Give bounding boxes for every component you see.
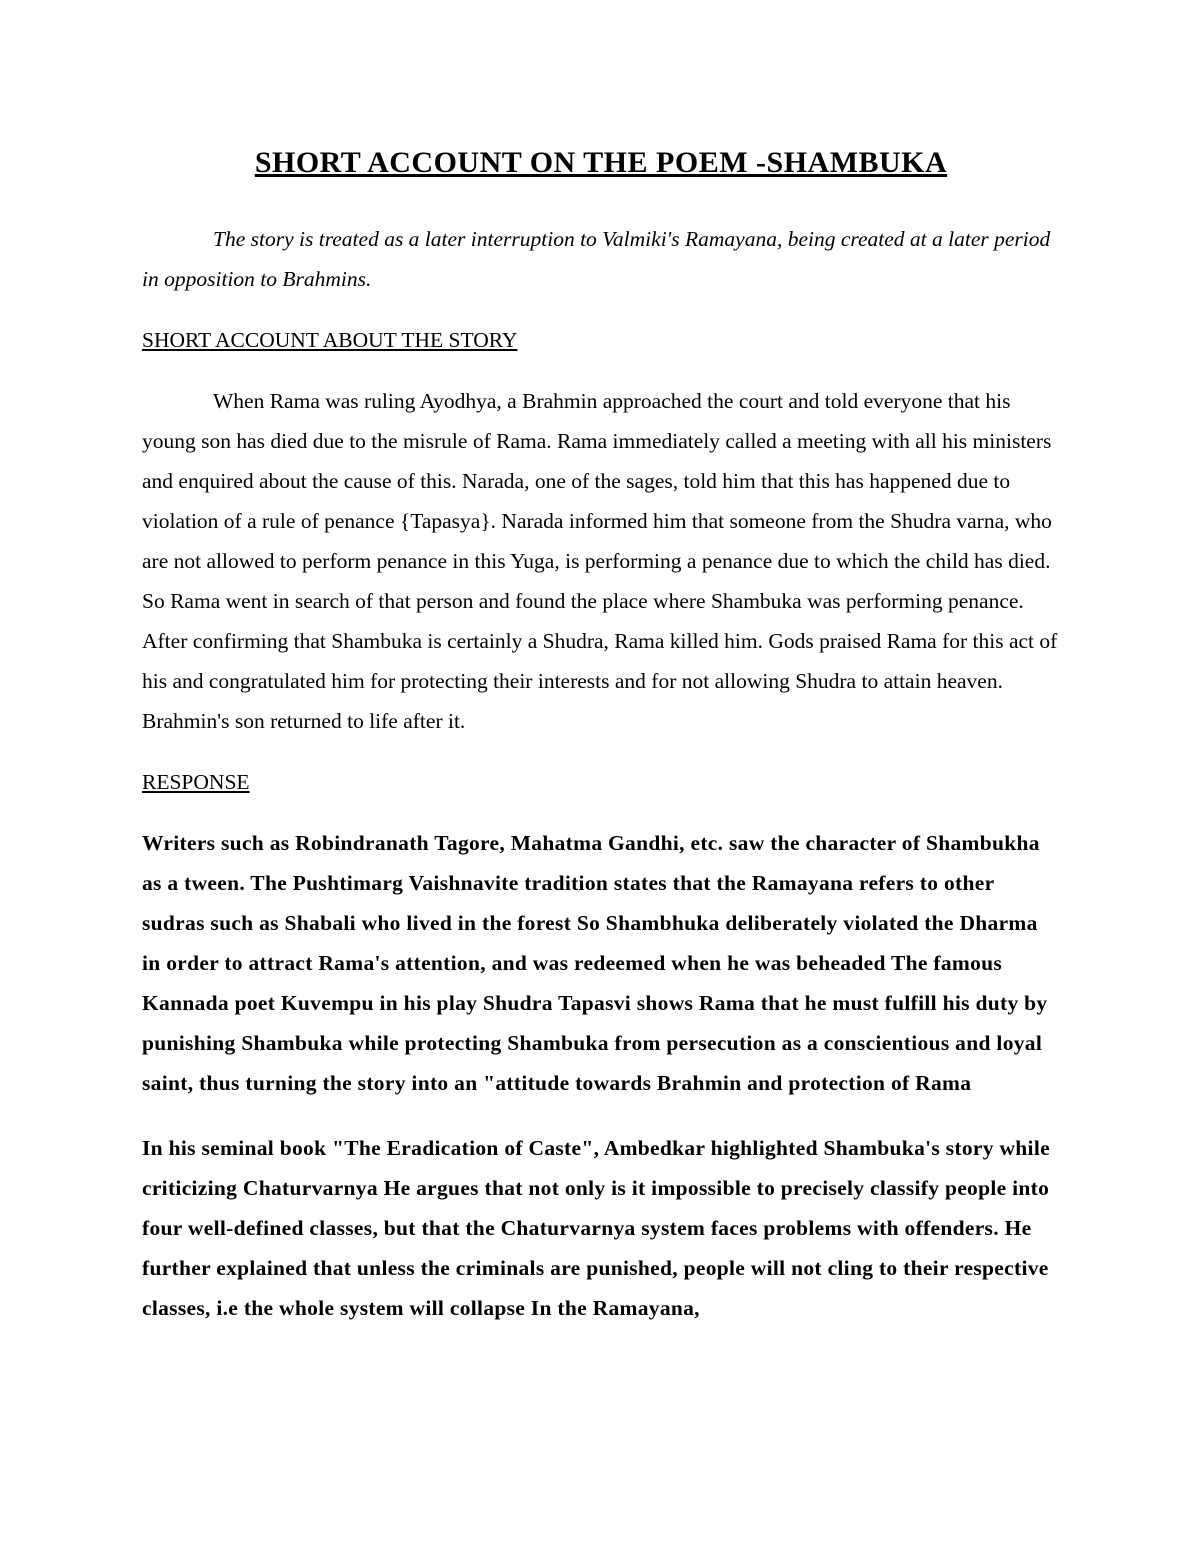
response-paragraph-2: In his seminal book "The Eradication of Caste", Ambedkar highlighted Shambuka's story while criticizing Chaturvarnya He argues that not only is it impossible to precisely classify people into four well-defined classes, but that the Chaturvarnya system faces problems with offenders. He further explained that unless the criminals are punished, people will not cling to their respective classes, i.e the whole system will collapse In the Ramayana, xyxy=(142,1136,1050,1320)
section-heading-response: RESPONSE xyxy=(142,770,250,794)
story-paragraph: When Rama was ruling Ayodhya, a Brahmin approached the court and told everyone that his young son has died due to the misrule of Rama. Rama immediately called a meeting with all his ministers and enquired about the cause of this. Narada, one of the sages, told him that this has happened due to violation of a rule of penance {Tapasya}. Narada informed him that someone from the Shudra varna, who are not allowed to perform penance in this Yuga, is performing a penance due to which the child has died. So Rama went in search of that person and found the place where Shambuka was performing penance. After confirming that Shambuka is certainly a Shudra, Rama killed him. Gods praised Rama for this act of his and congratulated him for protecting their interests and for not allowing Shudra to attain heaven. Brahmin's son returned to life after it. xyxy=(142,389,1058,733)
intro-paragraph: The story is treated as a later interruption to Valmiki's Ramayana, being created at a later period in opposition to Brahmins. xyxy=(142,227,1051,291)
response-paragraph-1: Writers such as Robindranath Tagore, Mahatma Gandhi, etc. saw the character of Shambukha as a tween. The Pushtimarg Vaishnavite tradition states that the Ramayana refers to other sudras such as Shabali who lived in the forest So Shambhuka deliberately violated the Dharma in order to attract Rama's attention, and was redeemed when he was beheaded The famous Kannada poet Kuvempu in his play Shudra Tapasvi shows Rama that he must fulfill his duty by punishing Shambuka while protecting Shambuka from persecution as a conscientious and loyal saint, thus turning the story into an "attitude towards Brahmin and protection of Rama xyxy=(142,831,1048,1095)
section-heading-story: SHORT ACCOUNT ABOUT THE STORY xyxy=(142,328,518,352)
document-title: SHORT ACCOUNT ON THE POEM -SHAMBUKA xyxy=(254,146,948,179)
